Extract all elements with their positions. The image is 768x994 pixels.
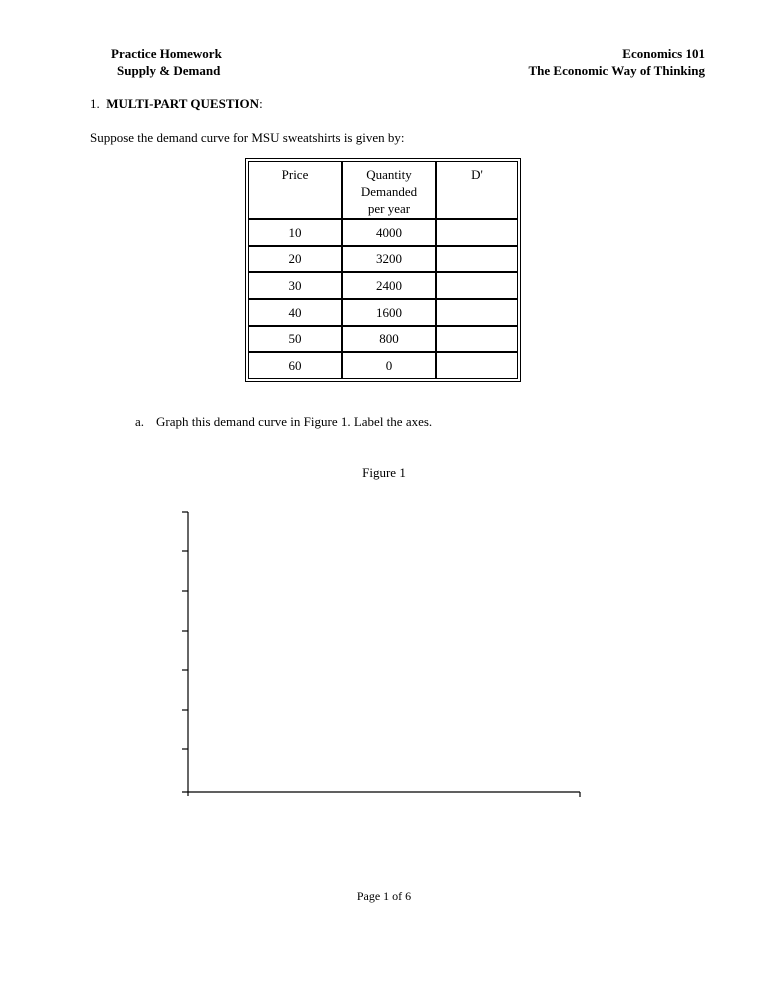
quantity-cell: 1600 — [342, 299, 436, 326]
part-a-text: Graph this demand curve in Figure 1. Label the axes. — [156, 414, 433, 429]
header-course-subtitle: The Economic Way of Thinking — [528, 63, 705, 78]
price-cell: 10 — [248, 219, 342, 246]
header-quantity: Quantity Demanded per year — [342, 161, 436, 219]
header-d-prime: D' — [436, 161, 518, 219]
question-heading-suffix: : — [259, 96, 263, 111]
price-cell: 50 — [248, 326, 342, 353]
question-heading: MULTI-PART QUESTION — [106, 96, 260, 111]
quantity-cell: 0 — [342, 352, 436, 379]
question-intro: Suppose the demand curve for MSU sweatshirts is given by: — [90, 130, 405, 145]
quantity-cell: 2400 — [342, 272, 436, 299]
y-axis-ticks — [182, 512, 188, 749]
price-cell: 20 — [248, 246, 342, 273]
page-number: Page 1 of 6 — [356, 889, 412, 903]
quantity-cell: 800 — [342, 326, 436, 353]
price-cell: 60 — [248, 352, 342, 379]
header-topic: Supply & Demand — [117, 63, 221, 78]
quantity-cell: 4000 — [342, 219, 436, 246]
figure-label: Figure 1 — [362, 465, 406, 480]
quantity-cell: 3200 — [342, 246, 436, 273]
header-price: Price — [248, 161, 342, 219]
price-cell: 40 — [248, 299, 342, 326]
header-course-name: Economics 101 — [622, 46, 705, 61]
price-cell: 30 — [248, 272, 342, 299]
question-number: 1. — [90, 96, 100, 111]
part-a-letter: a. — [135, 414, 145, 429]
header-course-label: Practice Homework — [111, 46, 222, 61]
